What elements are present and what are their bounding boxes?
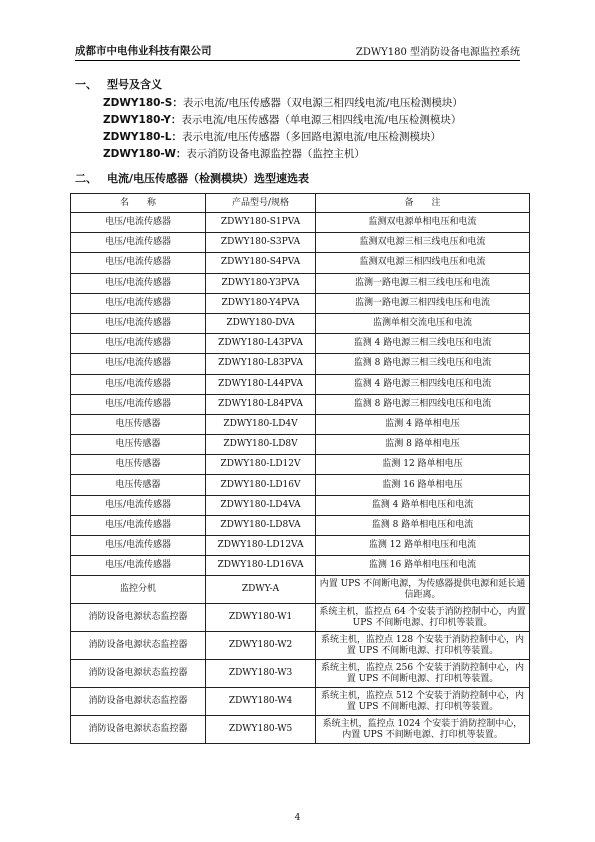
section-title: 电流/电压传感器（检测模块）选型速选表 [107,172,310,185]
cell-name: 电压/电流传感器 [71,253,206,273]
cell-name: 电压/电流传感器 [71,213,206,233]
table-row [71,233,530,253]
table-row [71,435,530,455]
table-row [71,660,530,688]
cell-name: 电压/电流传感器 [71,334,206,354]
document-title: ZDWY180 型消防设备电源监控系统 [355,47,520,58]
model-code: ZDWY180-W： [103,148,187,160]
company-name: 成都市中电伟业科技有限公司 [75,45,212,57]
model-line [103,112,461,127]
cell-model: ZDWY180-W1 [206,604,316,632]
table-row [71,716,530,744]
cell-model: ZDWY-A [206,576,316,604]
cell-remark: 监测 4 路电源三相三线电压和电流 [316,334,530,354]
table-row [71,688,530,716]
cell-name: 电压传感器 [71,435,206,455]
cell-name: 电压传感器 [71,414,206,434]
model-desc: 表示消防设备电源监控器（监控主机） [186,148,365,160]
table-row [71,455,530,475]
cell-name: 电压/电流传感器 [71,536,206,556]
cell-remark: 监测 16 路单相电压 [316,475,530,495]
cell-model: ZDWY180-W3 [206,660,316,688]
cell-model: ZDWY180-Y4PVA [206,293,316,313]
cell-remark: 系统主机，监控点 128 个安装于消防控制中心，内置 UPS 不间断电源、打印机等装置。 [316,632,530,660]
cell-name: 电压/电流传感器 [71,313,206,333]
model-code: ZDWY180-Y： [103,114,182,126]
model-desc: 表示电流/电压传感器（单电源三相四线电流/电压检测模块） [181,114,462,126]
table-row [71,273,530,293]
cell-model: ZDWY180-Y3PVA [206,273,316,293]
section-2-heading [75,170,309,186]
model-line [103,146,365,161]
cell-remark: 监测 4 路单相电压和电流 [316,495,530,515]
header-rule [75,60,520,61]
table-row [71,495,530,515]
selection-table [70,193,530,744]
section-1-heading [75,76,162,92]
cell-model: ZDWY180-LD4VA [206,495,316,515]
cell-remark: 监测一路电源三相四线电压和电流 [316,293,530,313]
cell-remark: 监测 4 路单相电压 [316,414,530,434]
section-title: 型号及含义 [107,78,162,91]
cell-name: 消防设备电源状态监控器 [71,660,206,688]
header-remark: 备 注 [316,194,530,213]
model-code: ZDWY180-L： [103,131,182,143]
cell-remark: 监测单相交流电压和电流 [316,313,530,333]
cell-remark: 监测双电源单相电压和电流 [316,213,530,233]
cell-remark: 监测 12 路单相电压 [316,455,530,475]
cell-model: ZDWY180-LD12VA [206,536,316,556]
model-desc: 表示电流/电压传感器（双电源三相四线电流/电压检测模块） [182,97,463,109]
cell-model: ZDWY180-L44PVA [206,374,316,394]
cell-name: 电压/电流传感器 [71,374,206,394]
cell-name: 电压/电流传感器 [71,293,206,313]
cell-remark: 系统主机，监控点 64 个安装于消防控制中心，内置 UPS 不间断电源、打印机等装置。 [316,604,530,632]
cell-remark: 监测 12 路单相电压和电流 [316,536,530,556]
cell-remark: 系统主机，监控点 512 个安装于消防控制中心，内置 UPS 不间断电源、打印机等装置。 [316,688,530,716]
header-model: 产品型号/规格 [206,194,316,213]
table-row [71,374,530,394]
table-row [71,414,530,434]
table-row [71,334,530,354]
table-row [71,556,530,576]
table-row [71,515,530,535]
cell-model: ZDWY180-S1PVA [206,213,316,233]
cell-remark: 监测 8 路单相电压和电流 [316,515,530,535]
header-name: 名 称 [71,194,206,213]
cell-model: ZDWY180-L43PVA [206,334,316,354]
model-code: ZDWY180-S： [103,97,183,109]
section-number: 一、 [75,78,97,91]
table-row [71,313,530,333]
cell-name: 电压/电流传感器 [71,515,206,535]
model-desc: 表示电流/电压传感器（多回路电源电流/电压检测模块） [181,131,442,143]
cell-name: 消防设备电源状态监控器 [71,632,206,660]
table-body [71,213,530,744]
cell-name: 消防设备电源状态监控器 [71,688,206,716]
cell-remark: 监测双电源三相三线电压和电流 [316,233,530,253]
table-row [71,213,530,233]
cell-model: ZDWY180-W2 [206,632,316,660]
cell-name: 消防设备电源状态监控器 [71,604,206,632]
table-row [71,394,530,414]
cell-name: 电压/电流传感器 [71,495,206,515]
cell-name: 监控分机 [71,576,206,604]
table-row [71,536,530,556]
table-row [71,576,530,604]
table-row [71,632,530,660]
cell-remark: 监测 8 路电源三相四线电压和电流 [316,394,530,414]
cell-model: ZDWY180-LD16V [206,475,316,495]
cell-remark: 系统主机，监控点 256 个安装于消防控制中心，内置 UPS 不间断电源、打印机等装置。 [316,660,530,688]
table-row [71,253,530,273]
cell-remark: 监测 4 路电源三相四线电压和电流 [316,374,530,394]
table-row [71,604,530,632]
cell-model: ZDWY180-LD12V [206,455,316,475]
cell-name: 电压/电流传感器 [71,233,206,253]
cell-name: 电压/电流传感器 [71,394,206,414]
model-line [103,95,463,110]
cell-model: ZDWY180-LD8VA [206,515,316,535]
cell-name: 电压传感器 [71,455,206,475]
cell-remark: 监测双电源三相四线电压和电流 [316,253,530,273]
table-row [71,354,530,374]
cell-model: ZDWY180-S3PVA [206,233,316,253]
cell-name: 电压传感器 [71,475,206,495]
cell-name: 消防设备电源状态监控器 [71,716,206,744]
cell-name: 电压/电流传感器 [71,273,206,293]
cell-model: ZDWY180-L83PVA [206,354,316,374]
cell-model: ZDWY180-L84PVA [206,394,316,414]
table-row [71,293,530,313]
cell-remark: 系统主机，监控点 1024 个安装于消防控制中心，内置 UPS 不间断电源、打印机等装置。 [316,716,530,744]
page-number: 4 [294,813,301,823]
cell-remark: 监测 16 路单相电压和电流 [316,556,530,576]
cell-name: 电压/电流传感器 [71,354,206,374]
cell-remark: 监测 8 路电源三相三线电压和电流 [316,354,530,374]
cell-model: ZDWY180-W5 [206,716,316,744]
page-header [75,40,520,58]
section-number: 二、 [75,172,97,185]
cell-remark: 内置 UPS 不间断电源，为传感器提供电源和延长通信距离。 [316,576,530,604]
cell-model: ZDWY180-LD8V [206,435,316,455]
cell-model: ZDWY180-LD4V [206,414,316,434]
table-row [71,475,530,495]
cell-model: ZDWY180-S4PVA [206,253,316,273]
cell-model: ZDWY180-DVA [206,313,316,333]
cell-model: ZDWY180-LD16VA [206,556,316,576]
cell-model: ZDWY180-W4 [206,688,316,716]
model-line [103,129,441,144]
cell-remark: 监测 8 路单相电压 [316,435,530,455]
cell-name: 电压/电流传感器 [71,556,206,576]
cell-remark: 监测一路电源三相三线电压和电流 [316,273,530,293]
table-header-row [71,194,530,213]
